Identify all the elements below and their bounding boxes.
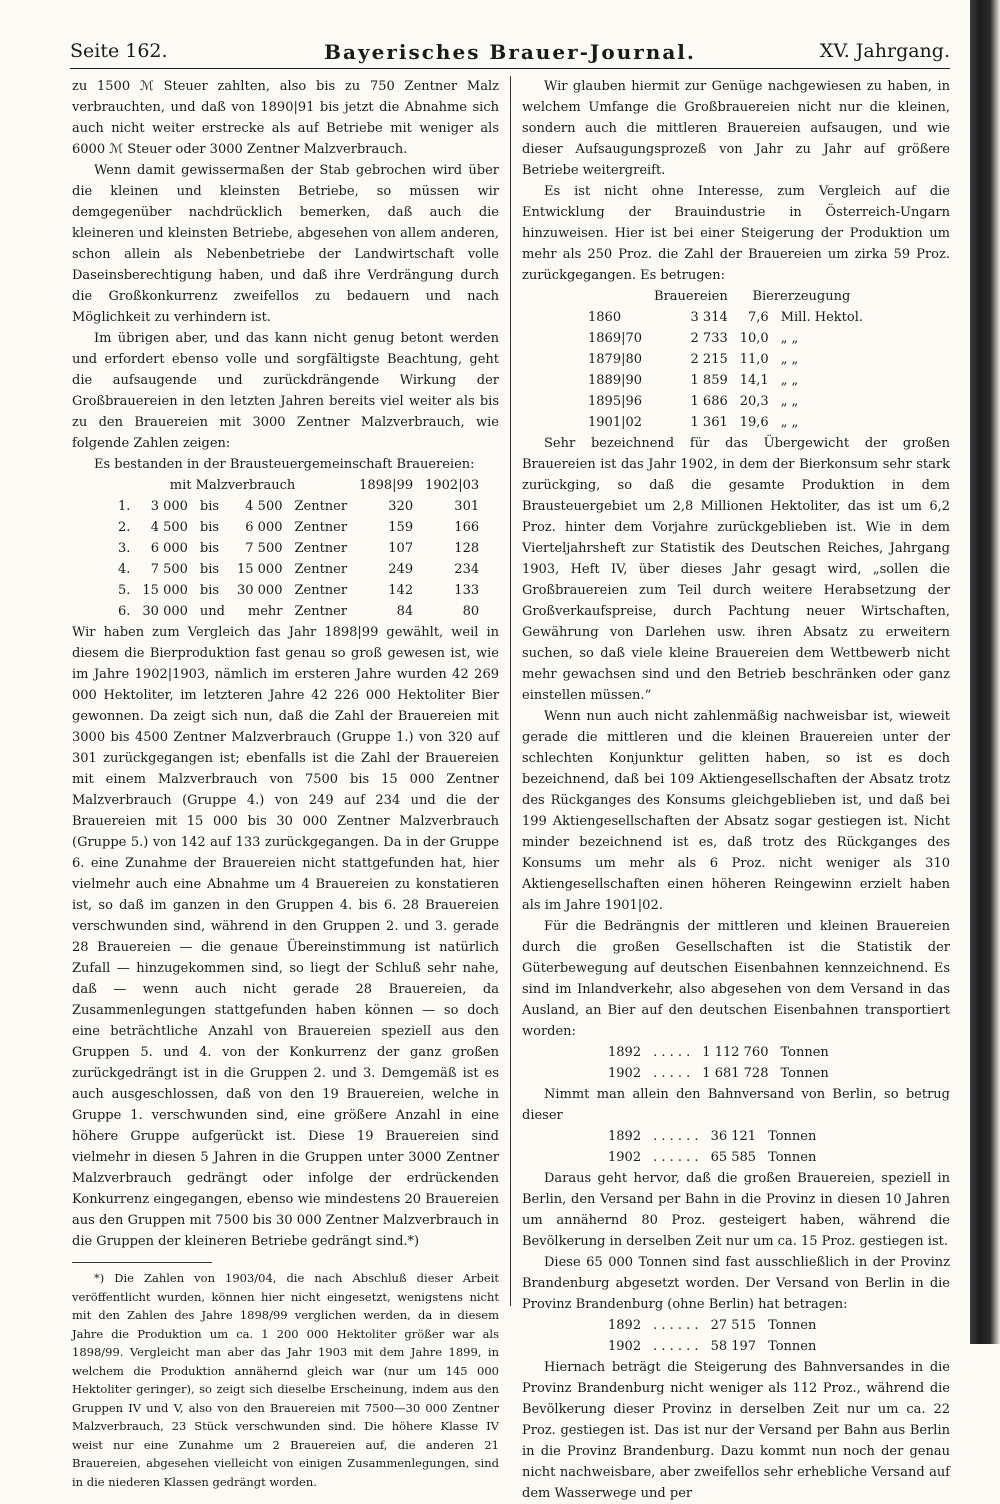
left-paragraph-4: Wir haben zum Vergleich das Jahr 1898|99 gewählt, weil in diesem die Bierproduktion fast genau so groß gewesen ist, wie im Jahre 1902|1903, nämlich im ersteren Jahre wurden 42 269 000 Hektoliter, im letzteren Jahre 42 226 000 Hektoliter Bier gewonnen. Da zeigt sich nun, daß die Zahl der Brauereien mit 3000 bis 4500 Zentner Malzverbrauch (Gruppe 1.) von 320 auf 301 zurückgegangen ist; ebenfalls ist die Zahl der Brauereien mit einem Malzverbrauch von 7500 bis 15 000 Zentner Malzverbrauch (Gruppe 4.) von 249 auf 234 und die der Brauereien mit 15 000 bis 30 000 Zentner Malzverbrauch (Gruppe 5.) von 142 auf 133 zurückgegangen. Da in der Gruppe 6. eine Zunahme der Brauereien nicht stattgefunden hat, hier vielmehr auch eine Abnahme um 4 Brauereien zu konstatieren ist, so daß im ganzen in den Gruppen 4. bis 6. 28 Brauereien verschwunden sind, während in den Gruppen 2. und 3. gerade 28 Brauereien — die genaue Übereinstimmung ist natürlich Zufall — hinzugekommen sind, so liegt der Schluß sehr nahe, daß — wenn auch nicht gerade 28 Brauereien, da Zusammenlegungen stattgefunden haben können — so doch eine beträchtliche Anzahl von Brauereien speziell aus den Gruppen 5. und 4. von der Konkurrenz der ganz großen zurückgedrängt ist in die Gruppen 2. und 3. Demgemäß ist es auch ausgeschlossen, daß von den 19 Brauereien, welche in Gruppe 1. verschwunden sind, eine größere Anzahl in eine höhere Gruppe aufgerückt ist. Diese 19 Brauereien sind vielmehr in diesen 5 Jahren in die Gruppen unter 3000 Zentner Malzverbrauch gedrängt oder infolge der erdrückenden Konkurrenz eingegangen, ebenso wie mindestens 20 Brauereien aus den Gruppen mit 7500 bis 30 000 Zentner Malzverbrauch in die Gruppen der kleineren Betriebe gedrängt sind.*) [72, 625, 499, 1249]
cell-group: 5. [118, 583, 131, 598]
cell-1902: 166 [454, 520, 480, 535]
cell-year: 1901|02 [588, 415, 643, 430]
scan-edge [970, 0, 1000, 1344]
cell-from: 3 000 [150, 499, 188, 514]
table-head-1902: 1902|03 [425, 478, 480, 493]
cell-1898: 249 [388, 562, 414, 577]
cell-unit: Tonnen [780, 1066, 829, 1081]
cell-1898: 84 [396, 604, 414, 619]
cell-unit: Zentner [294, 562, 348, 577]
cell-unit: Zentner [294, 583, 348, 598]
cell-1898: 320 [388, 499, 414, 514]
right-column [522, 76, 950, 1501]
cell-year: 1889|90 [588, 373, 643, 388]
table-row [582, 370, 869, 391]
table-row [112, 601, 485, 622]
cell-unit: „ „ [780, 373, 799, 388]
table-head-1898: 1898|99 [359, 478, 414, 493]
table-row [112, 559, 485, 580]
cell-year: 1902 [608, 1066, 642, 1081]
cell-value: 36 121 [710, 1129, 757, 1144]
cell-year: 1860 [588, 310, 622, 325]
cell-dots: . . . . . . [653, 1150, 699, 1165]
cell-production: 14,1 [739, 373, 769, 388]
cell-unit: „ „ [780, 331, 799, 346]
cell-year: 1879|80 [588, 352, 643, 367]
cell-dots: . . . . . [653, 1045, 691, 1060]
table-intro: Es bestanden in der Brausteuergemeinschaft Brauereien: [94, 457, 475, 472]
cell-production: 10,0 [739, 331, 769, 346]
cell-dots: . . . . . [653, 1066, 691, 1081]
cell-unit: Tonnen [768, 1129, 817, 1144]
right-paragraph-4: Wenn nun auch nicht zahlenmäßig nachweisbar ist, wieweit gerade die mittleren und die kleinen Brauereien unter der schlechten Konjunktur gelitten haben, so ist es doch bezeichnend, daß bei 109 Aktiengesellschaften der Absatz trotz des Rückganges des Konsums gleichgeblieben ist, und daß bei 199 Aktiengesellschaften der Absatz sogar gestiegen ist. Nicht minder bezeichnend ist es, daß trotz des Rückganges des Konsums um mehr als 6 Proz. nicht weniger als 310 Aktiengesellschaften einen höheren Reingewinn erzielt haben als im Jahre 1901|02. [522, 709, 950, 913]
cell-breweries: 1 686 [690, 394, 728, 409]
cell-group: 4. [118, 562, 131, 577]
cell-word: bis [199, 499, 220, 514]
cell-to: 15 000 [236, 562, 283, 577]
malt-table [112, 475, 485, 622]
volume-label: XV. Jahrgang. [819, 40, 950, 62]
table-header-row [582, 286, 869, 307]
cell-unit: Mill. Hektol. [780, 310, 863, 325]
cell-dots: . . . . . . [653, 1339, 699, 1354]
cell-1898: 107 [388, 541, 414, 556]
table-row [582, 328, 869, 349]
cell-production: 19,6 [739, 415, 769, 430]
table-head-production: Biererzeugung [752, 289, 851, 304]
cell-unit: Zentner [294, 541, 348, 556]
cell-1902: 301 [454, 499, 480, 514]
cell-group: 3. [118, 541, 131, 556]
brandenburg-table [602, 1315, 822, 1357]
cell-unit: Zentner [294, 499, 348, 514]
cell-group: 1. [118, 499, 131, 514]
cell-word: und [199, 604, 225, 619]
cell-unit: „ „ [780, 415, 799, 430]
right-paragraph-2: Es ist nicht ohne Interesse, zum Vergleich auf die Entwicklung der Brauindustrie in Österreich-Ungarn hinzuweisen. Hier ist bei einer Steigerung der Produktion um mehr als 250 Proz. die Zahl der Brauereien um zirka 59 Proz. zurückgegangen. Es betrugen: [522, 184, 950, 283]
table-row [602, 1336, 822, 1357]
cell-group: 2. [118, 520, 131, 535]
cell-from: 30 000 [142, 604, 188, 619]
cell-word: bis [199, 562, 220, 577]
cell-breweries: 2 215 [690, 352, 728, 367]
header-rule [70, 68, 950, 69]
cell-to: 4 500 [245, 499, 283, 514]
cell-production: 11,0 [739, 352, 769, 367]
table-row [602, 1147, 822, 1168]
blank-cell [582, 286, 648, 307]
table-row [112, 517, 485, 538]
cell-year: 1892 [608, 1318, 642, 1333]
table-row [602, 1063, 835, 1084]
cell-word: bis [199, 520, 220, 535]
page-number: Seite 162. [70, 40, 168, 62]
cell-year: 1902 [608, 1150, 642, 1165]
cell-value: 1 681 728 [702, 1066, 769, 1081]
cell-to: 7 500 [245, 541, 283, 556]
table-row [582, 349, 869, 370]
cell-word: bis [199, 583, 220, 598]
cell-dots: . . . . . . [653, 1129, 699, 1144]
right-paragraph-7: Daraus geht hervor, daß die großen Brauereien, speziell in Berlin, den Versand per Bahn in die Provinz in diesen 10 Jahren um annähernd 80 Proz. gesteigert haben, während die Bevölkerung in derselben Zeit nur um ca. 15 Proz. gestiegen ist. [522, 1171, 950, 1249]
cell-from: 7 500 [150, 562, 188, 577]
cell-1902: 133 [454, 583, 480, 598]
cell-1898: 142 [388, 583, 414, 598]
austria-table [582, 286, 869, 433]
left-column [72, 76, 499, 1489]
footnote-rule [72, 1262, 212, 1263]
cell-from: 6 000 [150, 541, 188, 556]
table-row [112, 538, 485, 559]
cell-unit: „ „ [780, 394, 799, 409]
cell-1902: 80 [462, 604, 480, 619]
table-row [602, 1126, 822, 1147]
cell-to: mehr [247, 604, 283, 619]
journal-title: Bayerisches Brauer-Journal. [324, 40, 696, 64]
cell-year: 1869|70 [588, 331, 643, 346]
table-row [602, 1042, 835, 1063]
cell-year: 1892 [608, 1129, 642, 1144]
table-row [582, 412, 869, 433]
cell-unit: Tonnen [768, 1150, 817, 1165]
table-head-breweries: Brauereien [654, 289, 728, 304]
table-row [112, 580, 485, 601]
left-paragraph-3: Im übrigen aber, und das kann nicht genug betont werden und erfordert ebenso volle und sorgfältigste Beachtung, geht die aufsaugende und zurückdrängende Wirkung der Großbrauereien in den letzten Jahren bereits viel weiter als bis zu den Brauereien mit 3000 Zentner Malzverbrauch, wie folgende Zahlen zeigen: [72, 331, 499, 451]
right-paragraph-5: Für die Bedrängnis der mittleren und kleinen Brauereien durch die großen Gesellschaften ist die Statistik der Güterbewegung auf deutschen Eisenbahnen kennzeichnend. Es sind im Inlandverkehr, also abgesehen von dem Versand in das Ausland, an Bier auf den deutschen Eisenbahnen transportiert worden: [522, 919, 950, 1039]
cell-breweries: 2 733 [690, 331, 728, 346]
cell-value: 58 197 [710, 1339, 757, 1354]
right-paragraph-6: Nimmt man allein den Bahnversand von Berlin, so betrug dieser [522, 1087, 950, 1123]
table-row [602, 1315, 822, 1336]
cell-unit: Tonnen [768, 1318, 817, 1333]
berlin-table [602, 1126, 822, 1168]
cell-to: 30 000 [236, 583, 283, 598]
cell-production: 7,6 [748, 310, 769, 325]
cell-value: 1 112 760 [702, 1045, 769, 1060]
footnote [72, 1262, 499, 1491]
cell-unit: Zentner [294, 520, 348, 535]
cell-year: 1902 [608, 1339, 642, 1354]
table-row [112, 496, 485, 517]
cell-from: 4 500 [150, 520, 188, 535]
cell-year: 1895|96 [588, 394, 643, 409]
footnote-text: *) Die Zahlen von 1903/04, die nach Abschluß dieser Arbeit veröffentlicht wurden, können hier nicht eingesetzt, wenigstens nicht mit den Zahlen des Jahre 1898/99 verglichen werden, da in diesem Jahre die Produktion um ca. 1 200 000 Hektoliter größer war als 1898/99. Vergleicht man aber das Jahr 1903 mit dem Jahre 1899, in welchem die Produktion annähernd gleich war (nur um 145 000 Hektoliter geringer), so zeigt sich dieselbe Erscheinung, indem aus den Gruppen IV und V, also von den Brauereien mit 7500—30 000 Zentner Malzverbrauch, 23 Stück verschwunden sind. Die höhere Klasse IV weist nur eine Zunahme um 2 Brauereien auf, die anderen 21 Brauereien, abgesehen vielleicht von einigen Zusammenlegungen, sind in die niederen Klassen gedrängt worden. [72, 1271, 499, 1489]
table-row [582, 391, 869, 412]
cell-dots: . . . . . . [653, 1318, 699, 1333]
right-paragraph-9: Hiernach beträgt die Steigerung des Bahnversandes in die Provinz Brandenburg nicht weniger als 112 Proz., während die Bevölkerung dieser Provinz in derselben Zeit nur um ca. 22 Proz. gestiegen ist. Das ist nur der Versand per Bahn aus Berlin in die Provinz Brandenburg. Dazu kommt nun noch der genau nicht nachweisbare, aber zweifellos sehr erhebliche Versand auf dem Wasserwege und per [522, 1360, 950, 1501]
right-paragraph-3: Sehr bezeichnend für das Übergewicht der großen Brauereien ist das Jahr 1902, in dem der Bierkonsum sehr stark zurückging, so daß die gesamte Produktion in dem Brausteuergebiet um 2,8 Millionen Hektoliter, das ist um 6,2 Proz. hinter dem Vorjahre zurückgeblieben ist. Wie in dem Vierteljahrsheft zur Statistik des Deutschen Reiches, Jahrgang 1903, Heft IV, über dieses Jahr gesagt wird, „sollen die Großbrauereien zum Teil durch weitere Herabsetzung der Großverkaufspreise, durch Pachtung neuer Wirtschaften, Gewährung von Darlehen usw. ihren Absatz zu erweitern suchen, so daß viele kleine Brauereien dem Wettbewerb nicht mehr gewachsen sind und den Betrieb beschränken oder ganz einstellen müssen.“ [522, 436, 950, 703]
cell-unit: Tonnen [768, 1339, 817, 1354]
table-row [582, 307, 869, 328]
cell-1902: 128 [454, 541, 480, 556]
cell-production: 20,3 [739, 394, 769, 409]
rail-table [602, 1042, 835, 1084]
cell-breweries: 3 314 [690, 310, 728, 325]
cell-unit: „ „ [780, 352, 799, 367]
cell-1898: 159 [388, 520, 414, 535]
column-divider [510, 76, 511, 1306]
right-paragraph-1: Wir glauben hiermit zur Genüge nachgewiesen zu haben, in welchem Umfange die Großbrauereien nicht nur die kleinen, sondern auch die mittleren Brauereien aufsaugen, und wie dieser Aufsaugungsprozeß von Jahr zu Jahr auf größere Betriebe weitergreift. [522, 79, 950, 178]
cell-value: 27 515 [710, 1318, 757, 1333]
cell-breweries: 1 859 [690, 373, 728, 388]
table-head-malt: mit Malzverbrauch [169, 478, 296, 493]
left-paragraph-1: zu 1500 ℳ Steuer zahlten, also bis zu 750 Zentner Malz verbrauchten, und daß von 1890|91 bis jetzt die Abnahme sich auch nicht weiter erstrecke als auf Betriebe mit weniger als 6000 ℳ Steuer oder 3000 Zentner Malzverbrauch. [72, 79, 499, 157]
table-header-row [112, 475, 485, 496]
left-paragraph-2: Wenn damit gewissermaßen der Stab gebrochen wird über die kleinen und kleinsten Betriebe, so müssen wir demgegenüber nachdrücklich bemerken, daß auch die kleineren und kleinsten Betriebe, abgesehen von allem anderen, schon allein als Nebenbetriebe der Landwirtschaft volle Daseinsberechtigung haben, und daß ihre Verdrängung durch die Großkonkurrenz zweifellos zu bedauern und nach Möglichkeit zu verhindern ist. [72, 163, 499, 325]
right-paragraph-8: Diese 65 000 Tonnen sind fast ausschließlich in der Provinz Brandenburg abgesetzt worden. Der Versand von Berlin in die Provinz Brandenburg (ohne Berlin) hat betragen: [522, 1255, 950, 1312]
cell-word: bis [199, 541, 220, 556]
cell-unit: Tonnen [780, 1045, 829, 1060]
cell-to: 6 000 [245, 520, 283, 535]
cell-year: 1892 [608, 1045, 642, 1060]
cell-from: 15 000 [142, 583, 188, 598]
cell-group: 6. [118, 604, 131, 619]
cell-unit: Zentner [294, 604, 348, 619]
cell-1902: 234 [454, 562, 480, 577]
cell-value: 65 585 [710, 1150, 757, 1165]
cell-breweries: 1 361 [690, 415, 728, 430]
